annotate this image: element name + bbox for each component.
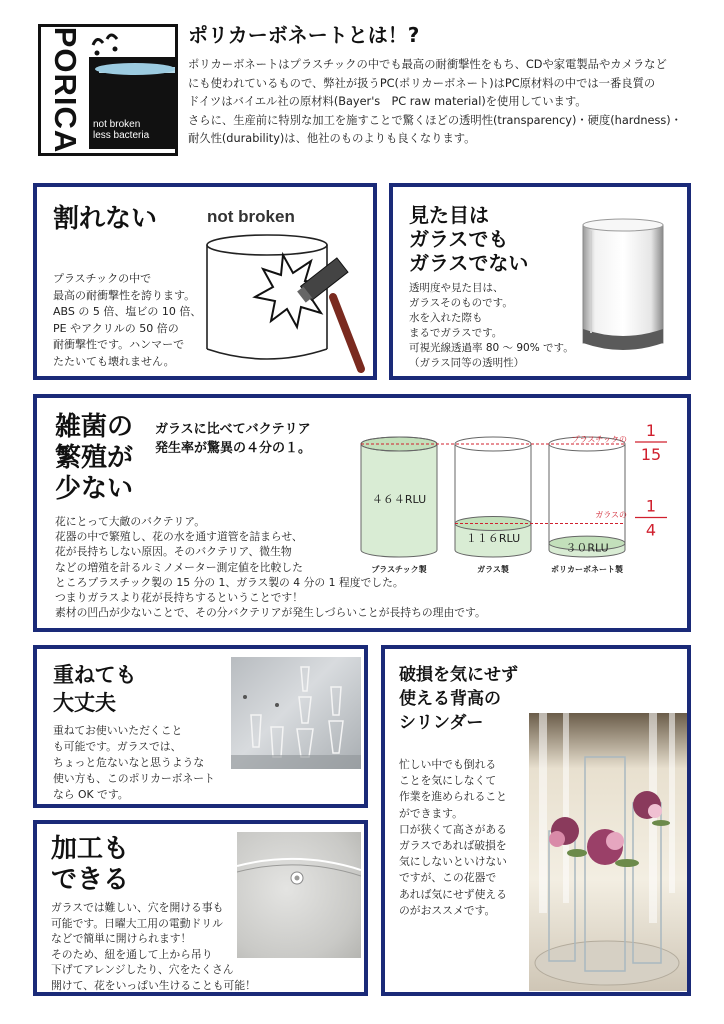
not-broken-line: PE やアクリルの 50 倍の (53, 321, 179, 335)
bacteria-line: 素材の凹凸が少ないことで、その分バクテリアが発生しづらいことが長持ちの理由です。 (55, 606, 486, 620)
not-broken-panel (33, 183, 377, 380)
stackable-panel (33, 645, 368, 808)
looks-glass-line: ガラスそのものです。 (409, 297, 513, 309)
stackable-line: ちょっと危ないなと思うような (53, 756, 205, 769)
bacteria-subheading (155, 420, 311, 458)
cylinder-line: 忙しい中でも倒れる (399, 758, 497, 771)
stackable-heading-line: 大丈夫 (53, 691, 116, 715)
looks-glass-heading-line: 見た目は (409, 203, 489, 227)
cylinder-line: 口が狭くて高さがある (399, 822, 507, 836)
porica-logo (38, 24, 178, 156)
not-broken-text (53, 271, 201, 370)
stackable-text (53, 723, 215, 803)
logo-brand: PORICA (48, 26, 83, 154)
logo-tagline-line: not broken (93, 119, 141, 130)
bacteria-subheading-line: ガラスに比べてバクテリア (155, 422, 311, 437)
stackable-line: も可能です。ガラスでは、 (53, 740, 182, 753)
bacteria-heading-line: 少ない (55, 474, 134, 504)
workable-heading-line: できる (51, 865, 130, 895)
hammer-cylinder-illustration (205, 231, 371, 379)
stackable-heading-line: 重ねても (53, 663, 137, 687)
cylinder-line: ことを気にしなくて (399, 774, 497, 788)
cylinder-heading-line: 破損を気にせず (399, 665, 518, 685)
chart-value-label: １１６RLU (465, 531, 521, 545)
bacteria-rlu-chart (355, 422, 685, 582)
not-broken-heading: 割れない (53, 204, 158, 234)
stackable-line: なら OK です。 (53, 788, 129, 801)
bacteria-line: つまりガラスより花が長持ちするということです！ (55, 591, 304, 605)
flower-cylinders-photo (529, 713, 687, 991)
workable-line: そのため、紐を通して上から吊り (51, 947, 213, 961)
looks-glass-heading-line: ガラスでも (409, 227, 509, 251)
looks-glass-line: （ガラス同等の透明性） (409, 357, 525, 369)
bacteria-line: 花器の中で繁殖し、花の水を通す道管を詰まらせ、 (55, 530, 303, 544)
chart-annotation-label: プラスチックの (571, 435, 627, 444)
looks-glass-line: 透明度や見た目は、 (409, 282, 504, 294)
workable-panel (33, 820, 368, 996)
chart-category-label: ガラス製 (477, 565, 509, 574)
chart-value-label: ３０RLU (565, 541, 609, 555)
bacteria-heading (55, 412, 133, 505)
cylinder-line: 作業を進められること (399, 790, 507, 804)
workable-line: ガラスでは難しい、穴を開ける事も (51, 901, 224, 914)
cylinder-heading-line: シリンダー (399, 713, 484, 733)
chart-annotation-denominator: 15 (640, 445, 662, 464)
stackable-heading (53, 661, 136, 717)
clear-vase-photo (577, 217, 669, 357)
logo-tagline-line: less bacteria (93, 130, 150, 141)
not-broken-line: 耐衝撃性です。ハンマーで (53, 338, 185, 351)
intro-line: ポリカーボネートはプラスチックの中でも最高の耐衝撃性をもち、CDや家電製品やカメラなど (188, 58, 667, 71)
intro-line: ドイツはバイエル社の原材料(Bayer's PC raw material)を使用しています。 (188, 95, 587, 108)
chart-value-label: ４６４RLU (371, 493, 427, 506)
looks-glass-line: まるでガラスです。 (409, 327, 503, 339)
intro-text (188, 56, 682, 149)
chart-category-label: プラスチック製 (371, 565, 427, 574)
chart-annotation-numerator: 1 (645, 496, 657, 516)
bacteria-heading-line: 繁殖が (55, 443, 134, 473)
workable-line: などで簡単に開けられます！ (51, 932, 192, 945)
looks-glass-heading-line: ガラスでない (409, 251, 529, 275)
cylinder-text (399, 757, 507, 919)
bacteria-line: ところプラスチック製の 15 分の 1、ガラス製の 4 分の 1 程度でした。 (55, 575, 404, 589)
bacteria-heading-line: 雑菌の (55, 412, 134, 442)
looks-glass-text (409, 281, 574, 371)
not-broken-english: not broken (207, 207, 295, 226)
intro-line: さらに、生産前に特別な加工を施すことで驚くほどの透明性(transparency)・硬度(hardness)・ (188, 113, 682, 127)
stackable-line: 重ねてお使いいただくこと (53, 724, 183, 737)
bacteria-line: などの増殖を計るルミノメーター測定値を比較した (55, 560, 303, 574)
chart-annotation-label: ガラスの (595, 510, 627, 520)
not-broken-line: ABS の 5 倍、塩ビの 10 倍、 (53, 305, 202, 318)
cylinder-line: 気にしないといけない (399, 855, 507, 869)
looks-glass-heading (409, 203, 528, 275)
bacteria-panel (33, 394, 691, 632)
bacteria-line: 花が長持ちしない原因。そのバクテリア、微生物 (55, 545, 292, 559)
stacked-glasses-photo (231, 657, 361, 769)
intro-line: 耐久性(durability)は、他社のものよりも良くなります。 (188, 132, 476, 145)
intro-title: ポリカーボネートとは！? (188, 23, 420, 47)
looks-glass-line: 可視光線透過率 80 ～ 90% です。 (409, 342, 574, 354)
workable-text (51, 900, 256, 993)
workable-heading (51, 834, 129, 896)
cylinder-line: ガラスであれば破損を (399, 839, 507, 853)
intro-line: にも使われているもので、弊社が扱うPC(ポリカーボネート)はPC原材料の中では一番良質の (188, 76, 656, 90)
workable-heading-line: 加工も (51, 834, 130, 864)
cylinder-line: ですが、この花器で (399, 871, 497, 885)
cylinder-heading (399, 663, 518, 735)
looks-glass-line: 水を入れた際も (409, 312, 483, 324)
cylinder-panel (381, 645, 691, 996)
not-broken-line: 最高の耐衝撃性を誇ります。 (53, 288, 196, 302)
stackable-line: 使い方も、このポリカーボネート (53, 772, 215, 785)
workable-line: 開けて、花をいっぱい生けることも可能！ (51, 978, 256, 992)
cylinder-heading-line: 使える背高の (399, 689, 501, 709)
looks-glass-panel (389, 183, 691, 380)
cylinder-line: のがおススメです。 (399, 903, 496, 917)
workable-line: 可能です。日曜大工用の電動ドリル (51, 916, 223, 930)
cylinder-line: ができます。 (399, 806, 463, 820)
bacteria-line: 花にとって大敵のバクテリア。 (55, 515, 206, 528)
not-broken-line: プラスチックの中で (53, 272, 152, 285)
workable-line: 下げてアレンジしたり、穴をたくさん (51, 963, 234, 976)
chart-annotation-denominator: 4 (645, 520, 657, 540)
chart-category-label: ポリカーボネート製 (551, 565, 623, 574)
bacteria-subheading-line: 発生率が驚異の４分の１。 (155, 441, 312, 456)
chart-annotation-numerator: 1 (645, 422, 657, 440)
not-broken-line: たたいても壊れません。 (53, 354, 175, 368)
logo-tagline (93, 119, 149, 141)
cylinder-line: あれば気にせず使える (399, 887, 507, 901)
